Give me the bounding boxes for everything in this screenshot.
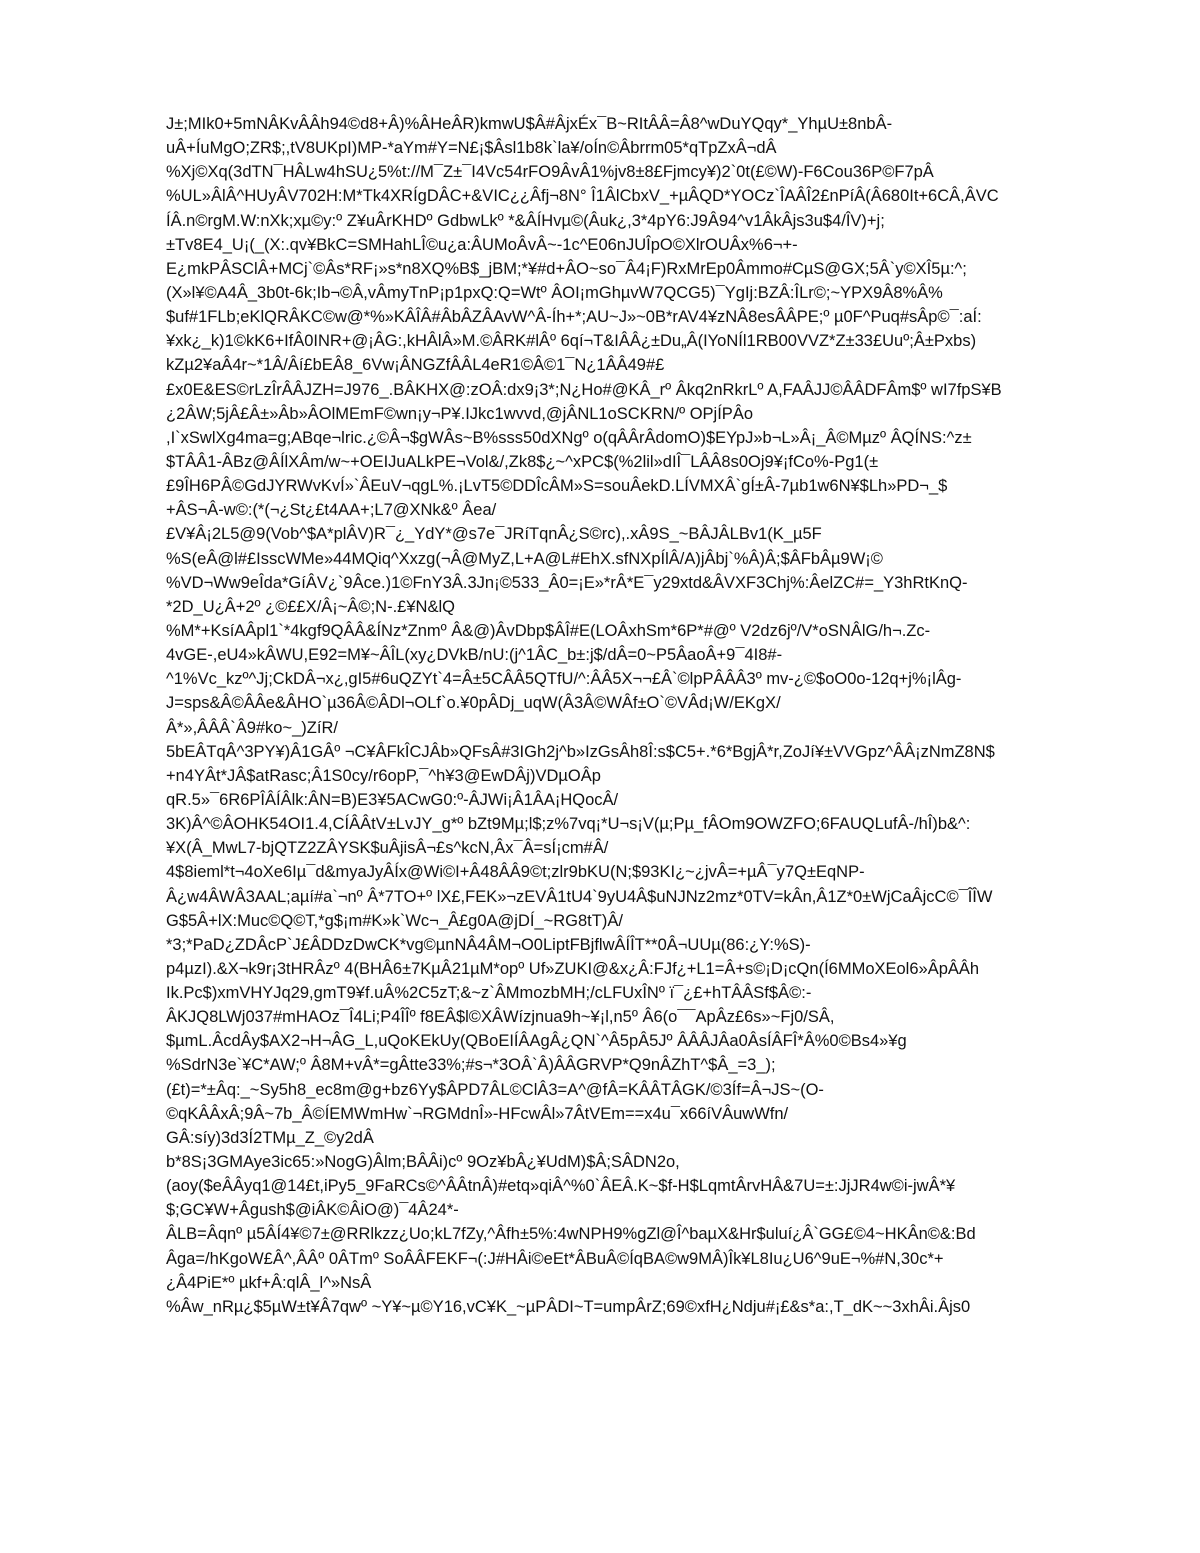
text-line: kZµ2¥aÂ4r~*1Â/Âí£bEÂ8_6Vw¡ÂNGZfÂÂL4eR1©Â©1¯N¿1ÂÂ49#£ bbox=[166, 356, 665, 375]
text-line: ÂKJQ8LWj037#mHAOz¯Î4Li;P4ÎÎº f8EÂ$l©XÂWízjnua9h~¥¡l,n5º Â6(o¯¯ApÂz£6s»~Fj0/SÂ, bbox=[166, 1008, 835, 1027]
text-line: 4vGE-,eU4»kÂWU,E92=M¥~ÂÎL(xy¿DVkB/nU:(j^1ÂC_b±:j$/dÂ=0~P5ÂaoÂ+9¯4I8#- bbox=[166, 646, 783, 665]
text-line: p4µzI).&X¬k9r¡3tHRÂzº 4(BHÂ6±7KµÂ21µM*opº Uf»ZUKI@&x¿Â:FJf¿+L1=Â+s©¡D¡cQn(Í6MMoXEol6»ÂpÂÂh bbox=[166, 959, 980, 978]
text-line: ¿Â4PiE*º µkf+Â:qlÂ_l^»NsÂ bbox=[166, 1273, 372, 1292]
text-line: (aoy($eÂÂyq1@14£t,iPy5_9FaRCs©^ÂÂtnÂ)#etq»qiÂ^%0`ÂEÂ.K~$f-H$LqmtÂrvHÂ&7U=±:JjJR4w©i-jwÂ*¥ bbox=[166, 1177, 956, 1196]
text-line: %UL»ÂlÂ^HUyÂV702H:M*Tk4XRÍgDÂC+&VIC¿¿Âfj¬8N° Î1ÂlCbxV_+µÂQD*YOCz`ÎAÂÎ2£nPíÂ(Â680It+6CÂ,ÂVC bbox=[166, 187, 999, 206]
text-line: %VD¬Ww9eÎda*GíÂV¿`9Âce.)1©FnY3Â.3Jn¡©533_Â0=¡E»*rÂ*E¯y29xtd&ÂVXF3Chj%:ÂelZC#=_Y3hRtKnQ- bbox=[166, 573, 968, 592]
document-body bbox=[166, 112, 1116, 1319]
text-line: £9ÎH6PÂ©GdJYRWvKvÍ»`ÂEuV¬qgL%.¡LvT5©DDÎcÂM»S=souÂekD.LÍVMXÂ`gÍ±Â-7µb1w6N¥$Lh»PD¬_$ bbox=[166, 477, 948, 496]
text-line: ¥X(Â_MwL7-bjQTZ2ZÂYSK$uÂjisÂ¬£s^kcN,Âx¯Â=sÍ¡cm#Â/ bbox=[166, 839, 609, 858]
text-line: %Xj©Xq(3dTN¯HÂLw4hSU¿5%t://M¯Z±¯I4Vc54rFO9ÂvÂ1%jv8±8£Fjmcy¥)2`0t(£©W)-F6Cou36P©F7pÂ bbox=[166, 163, 934, 182]
text-line: ©qKÂÂxÂ;9Â~7b_Â©ÍEMWmHw`¬RGMdnÎ»-HFcwÂl»7ÂtVEm==x4u¯x66íVÂuwWfn/ bbox=[166, 1104, 789, 1123]
text-line: E¿mkPÂSClÂ+MCj`©Âs*RF¡»s*n8XQ%B$_jBM;*¥#d+ÂO~so¯Â4¡F)RxMrEp0Âmmo#CµS@GX;5Â`y©XÎ5µ:^; bbox=[166, 259, 967, 278]
text-line: %M*+KsíAÂpl1`*4kgf9QÂÂ&ÍNz*Znmº Â&@)ÂvDbp$ÂÎ#E(LOÂxhSm*6P*#@º V2dz6jº/V*oSNÂlG/h¬.Zc- bbox=[166, 621, 931, 640]
text-line: uÂ+ÍuMgO;ZR$;,tV8UKpI)MP-*aYm#Y=N£¡$Âsl1b8k`la¥/oÍn©Âbrrm05*qTpZxÂ¬dÂ bbox=[166, 139, 777, 158]
text-line: J±;MIk0+5mNÂKvÂÂh94©d8+Â)%ÂHeÂR)kmwU$Â#ÂjxÉx¯B~RItÂÂ=Â8^wDuYQqy*_YhµU±8nbÂ- bbox=[166, 115, 893, 133]
text-line: ,I`xSwlXg4ma=g;ABqe¬lric.¿©Â¬$gWÂs~B%sss50dXNgº o(qÂÂrÂdomO)$EYpJ»b¬L»Â¡_Â©Mµzº ÂQÍNS:^z± bbox=[166, 428, 972, 447]
text-line: J=sps&Â©ÂÂe&ÂHO`µ36Â©ÂDl¬OLf`o.¥0pÂDj_uqW(Â3Â©WÂf±O`©VÂd¡W/EKgX/ bbox=[166, 694, 781, 713]
text-line: +n4YÂt*JÂ$atRasc;Â1S0cy/r6opP,¯^h¥3@EwDÂj)VDµOÂp bbox=[166, 766, 601, 785]
text-line: 5bEÂTqÂ^3PY¥)Â1GÂº ¬C¥ÂFkÎCJÂb»QFsÂ#3IGh2j^b»IzGsÂh8Î:s$C5+.*6*BgjÂ*r,ZoJí¥±VVGpz^ÂÂ¡zNmZ8N$ bbox=[166, 742, 995, 761]
text-line: (X»l¥©A4Â_3b0t-6k;Ib¬©Â,vÂmyTnP¡p1pxQ:Q=Wtº ÂOI¡mGhµvW7QCG5)¯YgIj:BZÂ:ÎLr©;~YPX9Â8%Â% bbox=[166, 283, 943, 302]
text-line: GÂ:síy)3d3Í2TMµ_Z_©y2dÂ bbox=[166, 1128, 374, 1147]
text-line: $uf#1FLb;eKlQRÂKC©w@*%»KÂÎÂ#ÂbÂZÂAvW^Â-Íh+*;AU~J»~0B*rAV4¥zNÂ8esÂÂPE;º µ0F^Puq#sÂp©¯:aÍ: bbox=[166, 308, 982, 327]
text-line: (£t)=*±Âq:_~Sy5h8_ec8m@g+bz6Yy$ÂPD7ÂL©ClÂ3=A^@fÂ=KÂÂTÂGK/©3Íf=Â¬JS~(O- bbox=[166, 1080, 824, 1099]
text-line: G$5Â+lX:Muc©Q©T,*g$¡m#K»k`Wc¬_Â£g0A@jDÍ_~RG8tT)Â/ bbox=[166, 911, 623, 930]
text-line: %Âw_nRµ¿$5µW±t¥Â7qwº ~Y¥~µ©Y16,vC¥K_~µPÂDI~T=umpÂrZ;69©xfH¿Ndju#¡£&s*a:,T_dK~~3xhÂi.Âjs0 bbox=[166, 1297, 971, 1316]
text-line: Â¿w4ÂWÂ3AAL;aµí#a`¬nº Â*7TO+º lX£,FEK»¬zEVÂ1tU4`9yU4Â$uNJNz2mz*0TV=kÂn,Â1Z*0±WjCaÂjcC©¯ÎÎW bbox=[166, 887, 993, 906]
text-line: £x0E&ES©rLzÎrÂÂJZH=J976_.BÂKHX@:zOÂ:dx9¡3*;N¿Ho#@KÂ_rº Âkq2nRkrLº A,FAÂJJ©ÂÂDFÂm$º wI7fpS¥B bbox=[166, 380, 1002, 399]
text-line: $;GC¥W+Âgush$@iÂK©ÂiO@)¯4Â24*- bbox=[166, 1201, 459, 1220]
text-line: *2D_U¿Â+2º ¿©££X/Â¡~Â©;N-.£¥N&lQ bbox=[166, 597, 455, 616]
text-line: $µmL.ÂcdÂy$AX2¬H¬ÂG_L,uQoKEkUy(QBoEIÍÂAgÂ¿QN`^Â5pÂ5Jº ÂÂÂJÂa0ÂsÍÂFÎ*Â%0©Bs4»¥g bbox=[166, 1032, 907, 1051]
text-line: +ÂS¬Â-w©:(*(¬¿St¿£t4AA+;L7@XNk&º Âea/ bbox=[166, 501, 497, 520]
text-line: ÍÂ.n©rgM.W:nXk;xµ©y:º Z¥uÂrKHDº GdbwLkº *&ÂÍHvµ©(Âuk¿,3*4pY6:J9Â94^v1ÂkÂjs3u$4/ÎV)+j; bbox=[166, 211, 885, 230]
text-line: Â*»,ÂÂÂ`Â9#ko~_)ZíR/ bbox=[166, 718, 338, 737]
text-line: Âga=/hKgoW£Â^,ÂÂº 0ÂTmº SoÂÂFEKF¬(:J#HÂi©eEt*ÂBuÂ©ÍqBA©w9MÂ)Îk¥L8Iu¿U6^9uE¬%#N,30c*+ bbox=[166, 1249, 944, 1268]
text-line: ÂLB=Âqnº µ5ÂÍ4¥©7±@RRlkzz¿Uo;kL7fZy,^Âfh±5%:4wNPH9%gZl@Î^baµX&Hr$uluí¿Â`GG£©4~HKÂn©&:Bd bbox=[166, 1225, 976, 1244]
text-line: ¿2ÂW;5jÂ£Â±»Âb»ÂOlMEmF©wn¡y¬P¥.IJkc1wvvd,@jÂNL1oSCKRN/º OPjÍPÂo bbox=[166, 404, 753, 423]
text-line: $TÂÂ1-ÂBz@ÂÍlXÂm/w~+OEIJuALkPE¬Vol&/,Zk8$¿~^xPC$(%2lil»dIÎ¯LÂÂ8s0Oj9¥¡fCo%-Pg1(± bbox=[166, 452, 879, 471]
text-line: 3K)Â^©ÂOHK54OI1.4,CÍÂÂtV±LvJY_g*º bZt9Mµ;l$;z%7vq¡*U¬s¡V(µ;Pµ_fÂOm9OWZFO;6FAUQLufÂ-/hÎ)b&^: bbox=[166, 815, 971, 834]
text-line: Ik.Pc$)xmVHYJq29,gmT9¥f.uÂ%2C5zT;&~z`ÂMmozbMH;/cLFUxÎNº ï¯¿£+hTÂÂSf$Â©:- bbox=[166, 984, 812, 1003]
text-line: 4$8ieml*t¬4oXe6Iµ¯d&myaJyÂÍx@Wi©I+Â48ÂÂ9©t;zlr9bKU(N;$93KI¿~¿jvÂ=+µÂ¯y7Q±EqNP- bbox=[166, 863, 865, 882]
text-line: ¥xk¿_k)1©kK6+IfÂ0INR+@¡ÂG:,kHÂlÂ»M.©ÂRK#lÂº 6qí¬T&IÂÂ¿±Du„Â(IYoNÍl1RB00VVZ*Z±33£Uuº;Â±Pxbs) bbox=[166, 332, 977, 351]
text-line: ±Tv8E4_U¡(_(X:.qv¥BkC=SMHahLÎ©u¿a:ÂUMoÂvÂ~-1c^E06nJUÎpO©XlrOUÂx%6¬+- bbox=[166, 235, 798, 254]
text-line: *3;*PaD¿ZDÂcP`J£ÂDDzDwCK*vg©µnNÂ4ÂM¬O0LiptFBjflwÂÍÎT**0Â¬UUµ(86:¿Y:%S)- bbox=[166, 935, 811, 954]
text-line: £V¥Â¡2L5@9(Vob^$A*plÂV)R¯¿_YdY*@s7e¯JRíTqnÂ¿S©rc),.xÂ9S_~BÂJÂLBv1(K_µ5F bbox=[166, 525, 822, 544]
text-line: %S(eÂ@l#£IsscWMe»44MQiq^Xxzg(¬Â@MyZ,L+A@L#EhX.sfNXpÍlÂ/A)jÂbj`%Â)Â;$ÂFbÂµ9W¡© bbox=[166, 549, 883, 568]
text-line: ^1%Vc_kzº^Jj;CkDÂ¬x¿,gI5#6uQZYt`4=Â±5CÂÂ5QTfU/^:ÂÂ5X¬¬£Â`©lpPÂÂÂ3º mv-¿©$oO0o-12q+j%¡lÂg- bbox=[166, 670, 962, 689]
text-line: qR.5»¯6R6PÎÂÍÂlk:ÂN=B)E3¥5ACwG0:º-ÂJWi¡Â1ÂA¡HQocÂ/ bbox=[166, 790, 619, 809]
text-line: b*8S¡3GMAye3ic65:»NogG)Âlm;BÂÂi)cº 9Oz¥bÂ¿¥UdM)$Â;SÂDN2o, bbox=[166, 1153, 680, 1172]
text-line: %SdrN3e`¥C*AW;º Â8M+vÂ*=gÂtte33%;#s¬*3OÂ`Â)ÂÂGRVP*Q9nÂZhT^$Â_=3_); bbox=[166, 1056, 776, 1075]
